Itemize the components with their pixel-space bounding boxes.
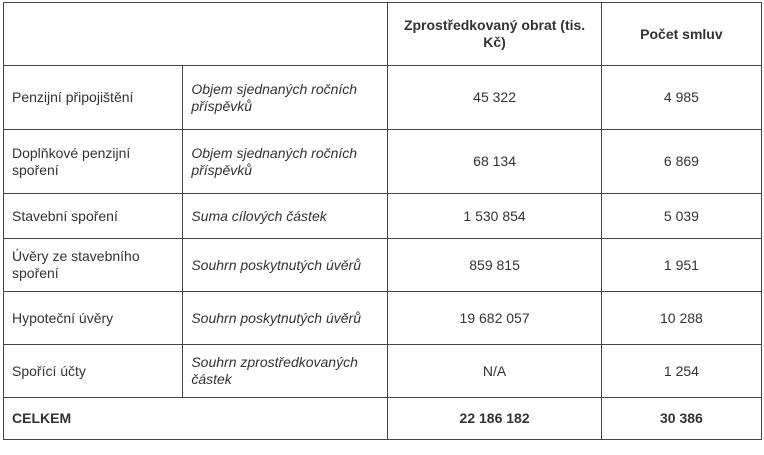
- product-name: Hypoteční úvěry: [4, 292, 183, 345]
- measure-description: Souhrn zprostředkovaných částek: [183, 345, 388, 398]
- contracts-value: 5 039: [601, 194, 761, 239]
- turnover-value: 45 322: [388, 66, 602, 130]
- total-label: CELKEM: [4, 398, 388, 440]
- table-row: [4, 292, 762, 345]
- measure-description: Suma cílových částek: [183, 194, 388, 239]
- turnover-value: 1 530 854: [388, 194, 602, 239]
- table-row: [4, 66, 762, 130]
- table-row: [4, 345, 762, 398]
- measure-description: Objem sjednaných ročních příspěvků: [183, 130, 388, 194]
- contracts-value: 1 254: [601, 345, 761, 398]
- turnover-value: 859 815: [388, 239, 602, 292]
- contracts-value: 4 985: [601, 66, 761, 130]
- turnover-table: [3, 2, 762, 440]
- contracts-value: 1 951: [601, 239, 761, 292]
- measure-description: Souhrn poskytnutých úvěrů: [183, 239, 388, 292]
- header-contracts: Počet smluv: [601, 3, 761, 66]
- header-blank-cell: [4, 3, 388, 66]
- total-contracts: 30 386: [601, 398, 761, 440]
- turnover-value: N/A: [388, 345, 602, 398]
- total-turnover: 22 186 182: [388, 398, 602, 440]
- header-turnover: Zprostředkovaný obrat (tis. Kč): [388, 3, 602, 66]
- table-row: [4, 194, 762, 239]
- product-name: Doplňkové penzijní spoření: [4, 130, 183, 194]
- measure-description: Souhrn poskytnutých úvěrů: [183, 292, 388, 345]
- product-name: Úvěry ze stavebního spoření: [4, 239, 183, 292]
- table-row: [4, 239, 762, 292]
- product-name: Penzijní připojištění: [4, 66, 183, 130]
- total-row: [4, 398, 762, 440]
- product-name: Spořící účty: [4, 345, 183, 398]
- table-header-row: [4, 3, 762, 66]
- product-name: Stavební spoření: [4, 194, 183, 239]
- table-row: [4, 130, 762, 194]
- contracts-value: 6 869: [601, 130, 761, 194]
- turnover-value: 19 682 057: [388, 292, 602, 345]
- contracts-value: 10 288: [601, 292, 761, 345]
- measure-description: Objem sjednaných ročních příspěvků: [183, 66, 388, 130]
- turnover-value: 68 134: [388, 130, 602, 194]
